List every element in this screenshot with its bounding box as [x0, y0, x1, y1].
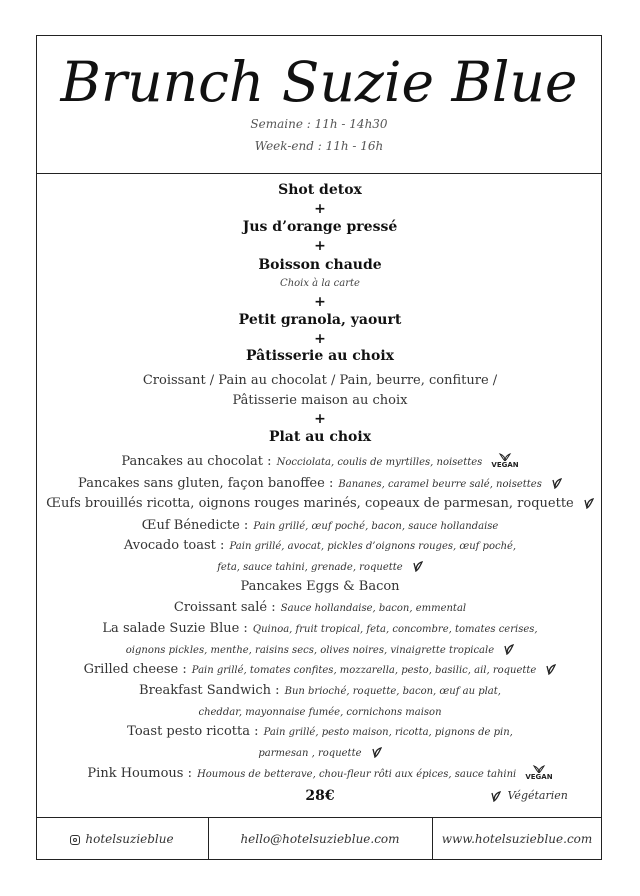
dish-name: Œuf Bénedicte : — [141, 518, 249, 533]
menu-price: 28€ — [305, 788, 335, 804]
menu-title: Brunch Suzie Blue — [60, 50, 578, 114]
vegan-label: VEGAN — [491, 461, 519, 469]
dish-name: Pancakes au chocolat : — [121, 454, 272, 469]
email-link[interactable]: hello@hotelsuzieblue.com — [240, 832, 400, 846]
dish-name: Œufs brouillés ricotta, oignons rouges marinés, copeaux de parmesan, roquette — [46, 496, 574, 511]
plus-sign: + — [314, 294, 326, 310]
dish-desc: parmesan , roquette — [258, 748, 362, 759]
dish-row-continued — [0, 741, 640, 760]
vegetarian-legend — [486, 789, 568, 802]
dish-desc: Pain grillé, tomates confites, mozzarella, pesto, basilic, ail, roquette — [191, 665, 537, 676]
instagram-handle[interactable]: hotelsuzieblue — [85, 832, 174, 846]
dish-row-continued — [0, 700, 640, 719]
dish-name: Grilled cheese : — [83, 662, 187, 677]
footer-website[interactable] — [432, 818, 602, 860]
vegetarian-label: Végétarien — [507, 789, 568, 802]
dish-row-continued — [0, 555, 640, 574]
dish-name: Pink Houmous : — [87, 766, 192, 781]
leaf-icon — [550, 477, 562, 489]
dish-name: Pancakes sans gluten, façon banoffee : — [78, 476, 334, 491]
item-shot: Shot detox — [278, 182, 362, 198]
dish-desc: Bun brioché, roquette, bacon, œuf au plat, — [284, 686, 501, 697]
dish-row — [0, 658, 640, 677]
dish-name: Avocado toast : — [123, 538, 225, 553]
dish-row — [0, 492, 640, 511]
dish-row — [0, 596, 640, 615]
dish-row — [0, 679, 640, 698]
menu-header — [37, 36, 601, 174]
footer-email[interactable] — [208, 818, 433, 860]
item-granola: Petit granola, yaourt — [238, 312, 402, 328]
weekday-hours: Semaine : 11h - 14h30 — [250, 117, 388, 131]
dish-row-continued — [0, 638, 640, 657]
leaf-icon — [544, 663, 556, 675]
dish-desc: Houmous de betterave, chou-fleur rôti aux épices, sauce tahini — [197, 769, 517, 780]
dish-row — [0, 762, 640, 781]
leaf-icon — [498, 452, 512, 461]
plus-sign: + — [314, 238, 326, 254]
plus-sign: + — [314, 201, 326, 217]
dish-row — [0, 575, 640, 594]
vegan-badge — [491, 452, 518, 469]
dish-name: Toast pesto ricotta : — [127, 724, 259, 739]
dish-name: Pancakes Eggs & Bacon — [240, 579, 400, 594]
pastry-options: Croissant / Pain au chocolat / Pain, beurre, confiture / — [142, 373, 498, 388]
vegan-badge — [525, 764, 552, 781]
menu-footer — [36, 817, 602, 860]
dish-desc: cheddar, mayonnaise fumée, cornichons maison — [198, 707, 442, 718]
dish-row — [0, 472, 640, 491]
dish-desc: Pain grillé, avocat, pickles d’oignons rouges, œuf poché, — [229, 541, 517, 552]
leaf-icon — [370, 746, 382, 758]
item-pastry: Pâtisserie au choix — [246, 348, 394, 364]
item-juice: Jus d’orange pressé — [242, 219, 398, 235]
plus-sign: + — [314, 411, 326, 427]
leaf-icon — [411, 560, 423, 572]
dish-row — [0, 514, 640, 533]
dish-row — [0, 450, 640, 469]
dish-desc: Pain grillé, œuf poché, bacon, sauce hollandaise — [253, 521, 499, 532]
weekend-hours: Week-end : 11h - 16h — [254, 139, 384, 153]
dish-desc: Nocciolata, coulis de myrtilles, noisettes — [276, 457, 483, 468]
dish-name: Breakfast Sandwich : — [139, 683, 280, 698]
dish-row — [0, 534, 640, 553]
leaf-icon — [582, 497, 594, 509]
plus-sign: + — [314, 331, 326, 347]
pastry-options: Pâtisserie maison au choix — [232, 393, 408, 408]
dish-desc: Sauce hollandaise, bacon, emmental — [280, 603, 467, 614]
dish-name: La salade Suzie Blue : — [102, 621, 248, 636]
dish-name: Croissant salé : — [173, 600, 276, 615]
dish-desc: Bananes, caramel beurre salé, noisettes — [338, 479, 542, 490]
leaf-icon — [532, 764, 546, 773]
instagram-icon — [70, 835, 80, 845]
leaf-icon — [489, 790, 501, 802]
leaf-icon — [502, 643, 514, 655]
dish-desc: feta, sauce tahini, grenade, roquette — [217, 562, 403, 573]
item-main: Plat au choix — [268, 429, 372, 445]
website-link[interactable]: www.hotelsuzieblue.com — [441, 832, 593, 846]
dish-desc: Quinoa, fruit tropical, feta, concombre, tomates cerises, — [252, 624, 538, 635]
dish-desc: oignons pickles, menthe, raisins secs, olives noires, vinaigrette tropicale — [125, 645, 495, 656]
item-hot-drink: Boisson chaude — [258, 257, 382, 273]
dish-row — [0, 617, 640, 636]
footer-instagram[interactable] — [36, 818, 209, 860]
item-hot-drink-note: Choix à la carte — [280, 278, 360, 289]
vegan-label: VEGAN — [525, 773, 553, 781]
dish-desc: Pain grillé, pesto maison, ricotta, pignons de pin, — [263, 727, 513, 738]
dish-row — [0, 720, 640, 739]
